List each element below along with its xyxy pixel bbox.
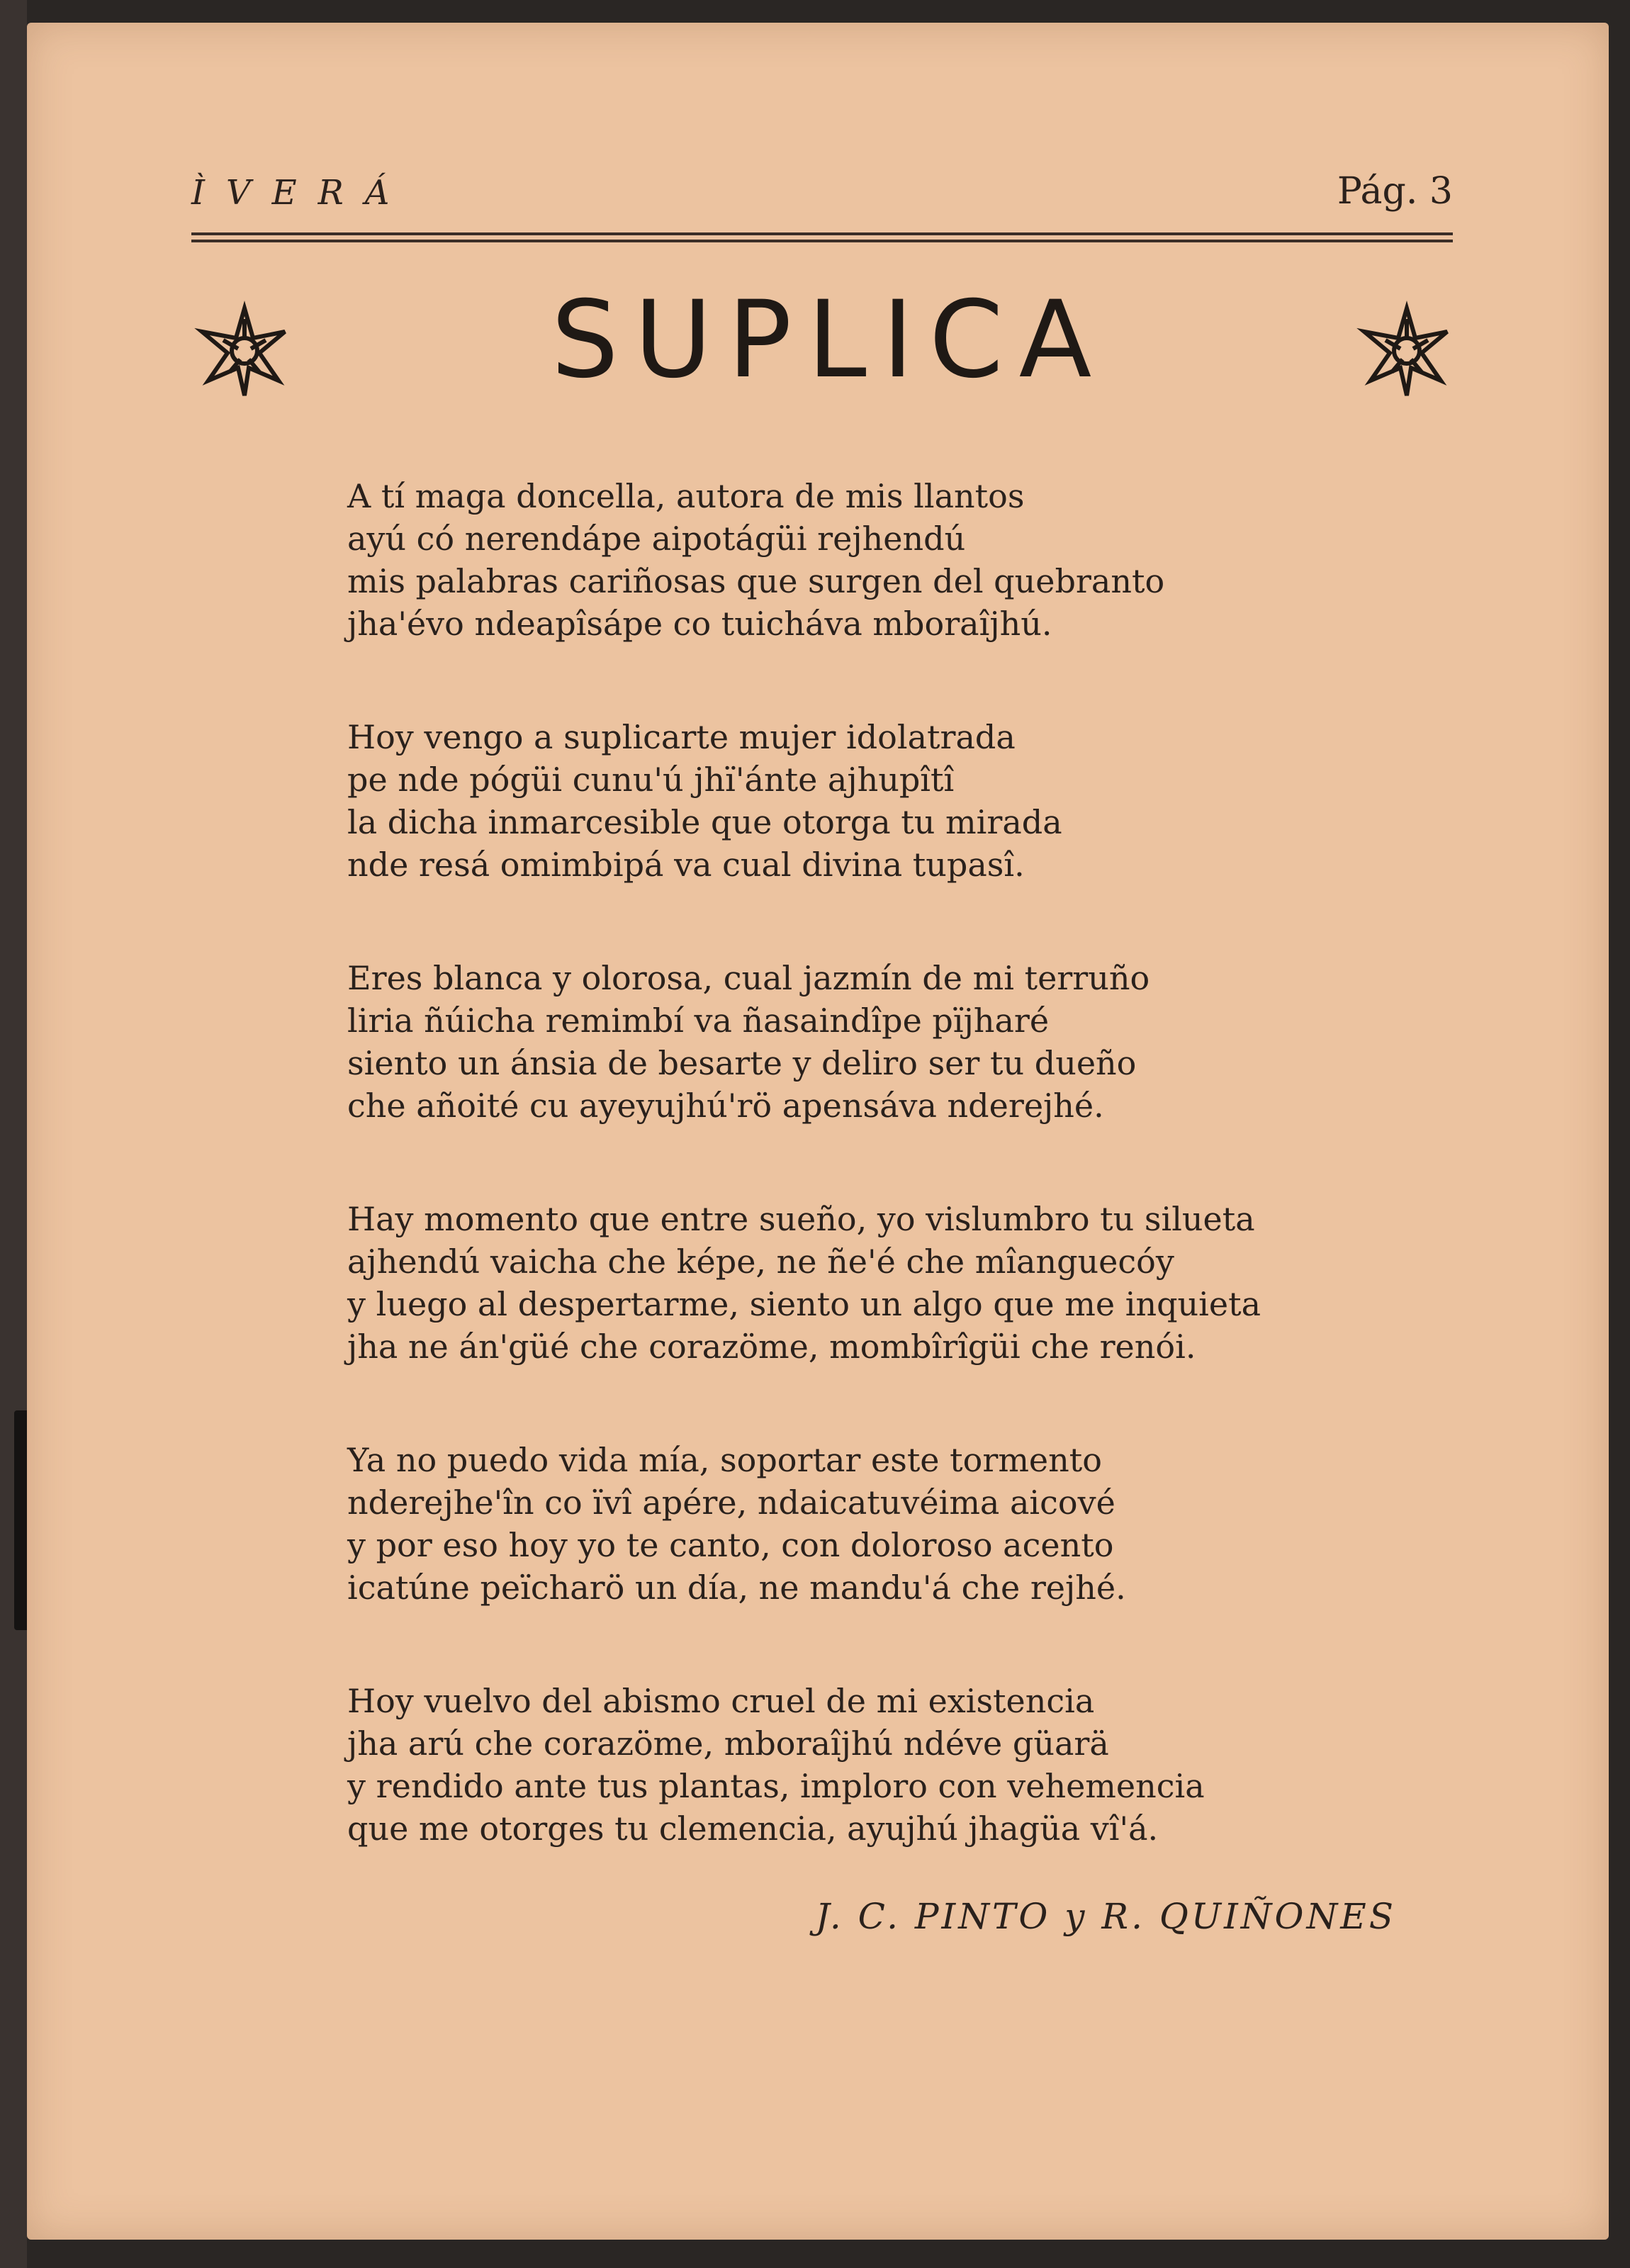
poem-line: ayú có nerendápe aipotágüi rejhendú: [347, 520, 966, 558]
poem-line: y luego al despertarme, siento un algo que me inquieta: [347, 1285, 1261, 1323]
stanza-3: [347, 957, 1410, 1127]
poem-line: y rendido ante tus plantas, imploro con vehemencia: [347, 1767, 1205, 1805]
header-rule-bottom: [191, 240, 1453, 242]
stanza-2: [347, 716, 1410, 886]
poem-line: jha arú che corazöme, mboraîjhú ndéve güarä: [347, 1724, 1109, 1763]
header-rule-top: [191, 232, 1453, 235]
poem-line: Hay momento que entre sueño, yo vislumbro tu silueta: [347, 1200, 1255, 1238]
page-header: [191, 170, 1453, 220]
poem-line: che añoité cu ayeyujhú'rö apensáva nderejhé.: [347, 1087, 1104, 1125]
poem-line: A tí maga doncella, autora de mis llantos: [347, 477, 1025, 515]
poem-line: Hoy vengo a suplicarte mujer idolatrada: [347, 718, 1016, 756]
poem-line: pe nde pógüi cunu'ú jhï'ánte ajhupîtî: [347, 760, 955, 799]
stanza-4: [347, 1198, 1410, 1368]
poem-line: Hoy vuelvo del abismo cruel de mi existencia: [347, 1682, 1095, 1720]
author-signature: J. C. PINTO y R. QUIÑONES: [815, 1896, 1396, 1937]
poem-line: que me otorges tu clemencia, ayujhú jhagüa vî'á.: [347, 1809, 1159, 1848]
stanza-6: [347, 1680, 1410, 1850]
poem-line: nderejhe'în co ïvî apére, ndaicatuvéima aicové: [347, 1483, 1115, 1522]
poem-line: Eres blanca y olorosa, cual jazmín de mi terruño: [347, 959, 1150, 997]
poem-line: icatúne peïcharö un día, ne mandu'á che rejhé.: [347, 1568, 1126, 1607]
poem-line: jha'évo ndeapîsápe co tuicháva mboraîjhú.: [347, 605, 1052, 643]
poem-line: ajhendú vaicha che képe, ne ñe'é che mîanguecóy: [347, 1242, 1174, 1281]
poem-line: mis palabras cariñosas que surgen del quebranto: [347, 562, 1165, 600]
stanza-5: [347, 1439, 1410, 1609]
poem-line: siento un ánsia de besarte y deliro ser tu dueño: [347, 1044, 1137, 1082]
poem-body: [347, 475, 1410, 1921]
flower-ornament-right-icon: [1354, 298, 1460, 404]
poem-line: jha ne án'güé che corazöme, mombîrîgüi che renói.: [347, 1327, 1196, 1366]
poem-line: liria ñúicha remimbí va ñasaindîpe pïjharé: [347, 1001, 1050, 1040]
flower-ornament-left-icon: [191, 298, 298, 404]
book-binding: [0, 0, 27, 2268]
magazine-title: ÌVERÁ: [191, 173, 411, 213]
poem-line: y por eso hoy yo te canto, con doloroso acento: [347, 1526, 1114, 1564]
poem-line: nde resá omimbipá va cual divina tupasî.: [347, 846, 1025, 884]
poem-line: la dicha inmarcesible que otorga tu mirada: [347, 803, 1062, 841]
poem-title: SUPLICA: [551, 279, 1108, 402]
page-number: Pág. 3: [1337, 170, 1453, 213]
poem-line: Ya no puedo vida mía, soportar este tormento: [347, 1441, 1102, 1479]
stanza-1: [347, 475, 1410, 645]
